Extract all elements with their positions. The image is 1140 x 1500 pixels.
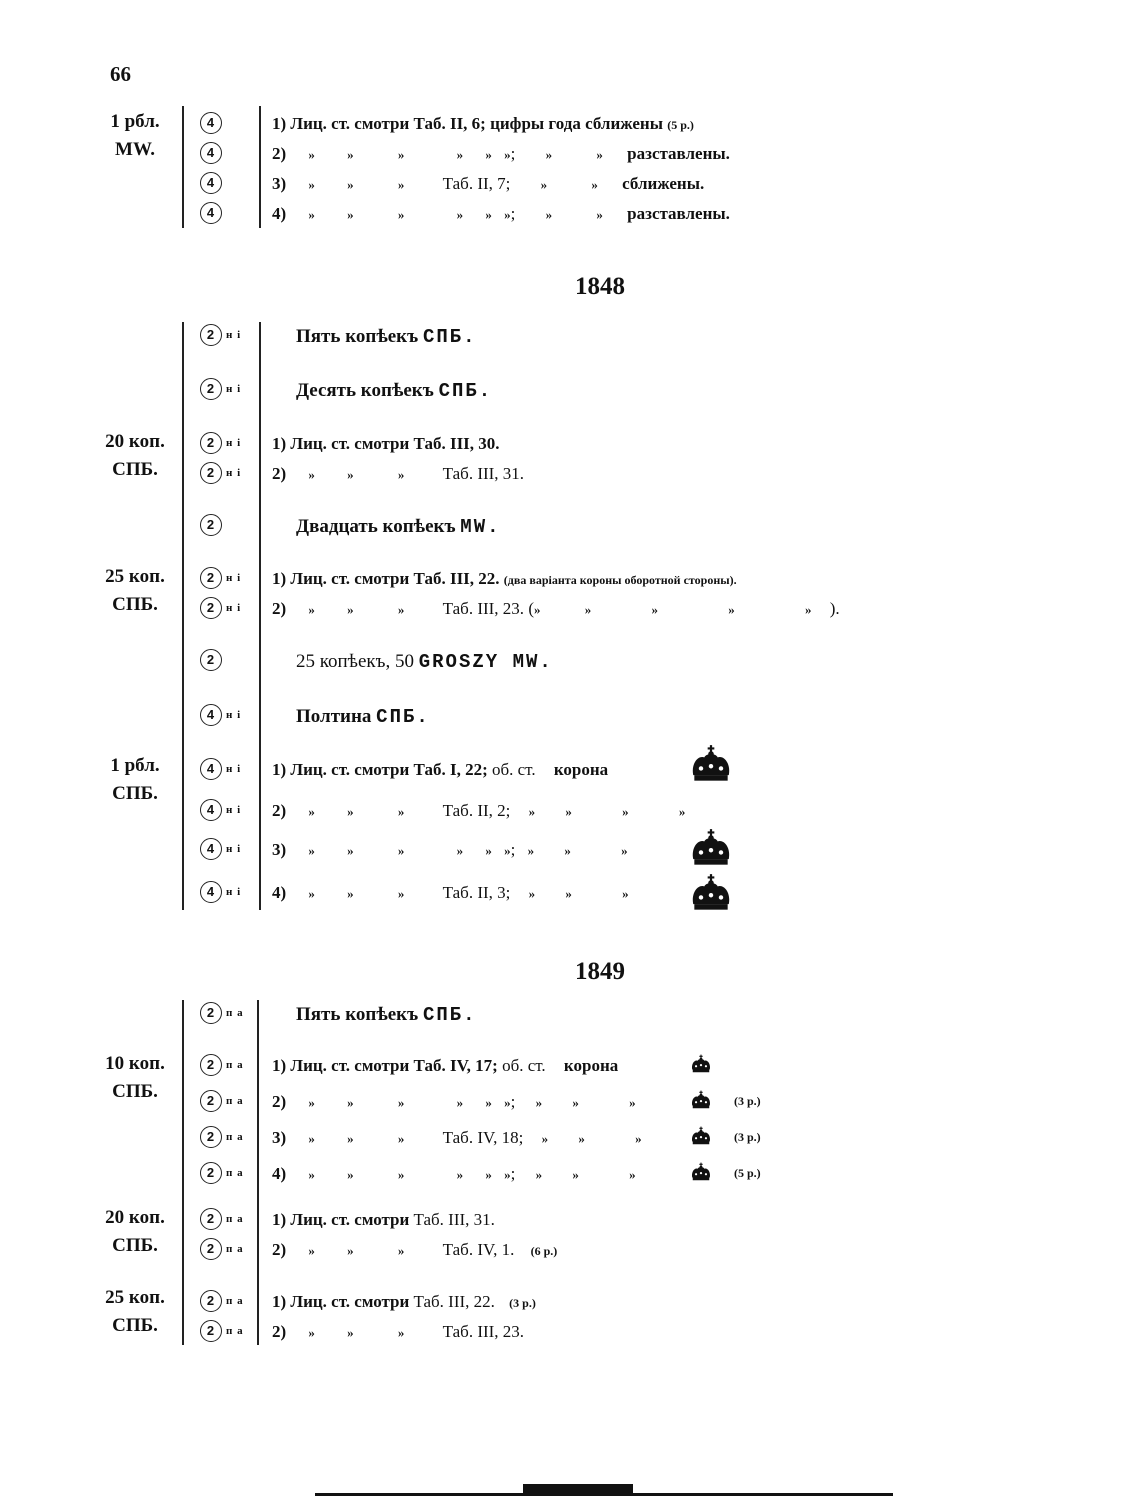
rarity-circle: 2 [200, 1320, 222, 1342]
rarity-circle: 2 [200, 1090, 222, 1112]
rarity-circle: 4 [200, 799, 222, 821]
crown-outline-icon [690, 1162, 712, 1182]
entry-title: 2 Двадцать копѣекъ MW. [0, 512, 1140, 542]
rarity-circle: 2 [200, 567, 222, 589]
entry-title: 2 н і Пять копѣекъ СПБ. [0, 322, 1140, 352]
variant-row: 2 п а 1) Лиц. ст. смотри Таб. III, 31. [0, 1206, 1140, 1236]
crown-outline-icon [690, 1090, 712, 1110]
year-heading-1848: 1848 [575, 273, 625, 300]
variant-row: 2 п а 2) » » » Таб. III, 23. [0, 1318, 1140, 1348]
printer-ornament [523, 1484, 633, 1493]
denomination: 25 коп. СПБ. [105, 1287, 165, 1336]
entry-title: 2 п а Пять копѣекъ СПБ. [0, 1000, 1140, 1030]
variant-row: 2 п а 2) » » » » » »; » » » (3 р.) [0, 1088, 1140, 1118]
entry-title: 2 н і Десять копѣекъ СПБ. [0, 376, 1140, 406]
rarity-circle: 2 [200, 1162, 222, 1184]
rarity-circle: 2 [200, 597, 222, 619]
variant-row: 4 2) » » » » » »; » » разставлены. [0, 140, 1140, 170]
variant-row: 4 3) » » » Таб. II, 7; » » сближены. [0, 170, 1140, 200]
rarity-circle: 2 [200, 324, 222, 346]
variant-row: 2 н і 2) » » » Таб. III, 31. [0, 460, 1140, 490]
rarity-circle: 2 [200, 1208, 222, 1230]
variant-row: 2 п а 4) » » » » » »; » » » (5 р.) [0, 1160, 1140, 1190]
denomination: 20 коп. СПБ. [105, 431, 165, 480]
variant-row: 4 н і 1) Лиц. ст. смотри Таб. I, 22; об. ст. корона [0, 756, 1140, 786]
variant-row: 4 н і 4) » » » Таб. II, 3; » » » [0, 879, 1140, 909]
page-number: 66 [110, 62, 131, 86]
variant-row: 2 п а 3) » » » Таб. IV, 18; » » » (3 р.) [0, 1124, 1140, 1154]
variant-row: 2 н і 1) Лиц. ст. смотри Таб. III, 30. [0, 430, 1140, 460]
rarity-circle: 2 [200, 1290, 222, 1312]
variant-row: 4 4) » » » » » »; » » разставлены. [0, 200, 1140, 230]
imperial-crown-icon [688, 828, 734, 868]
imperial-crown-icon [688, 873, 734, 913]
denomination: 25 коп. СПБ. [105, 566, 165, 615]
rarity-circle: 2 [200, 514, 222, 536]
rarity-circle: 2 [200, 1002, 222, 1024]
denomination: 20 коп. СПБ. [105, 1207, 165, 1256]
rarity-circle: 4 [200, 758, 222, 780]
denomination: 10 коп. СПБ. [105, 1053, 165, 1102]
denomination: 1 рбл. MW. [110, 111, 160, 160]
variant-row: 2 п а 1) Лиц. ст. смотри Таб. III, 22. (3 р.) [0, 1288, 1140, 1318]
variant-row: 4 1) Лиц. ст. смотри Таб. II, 6; цифры года сближены (5 р.) [0, 110, 1140, 140]
variant-row: 4 н і 2) » » » Таб. II, 2; » » » » [0, 797, 1140, 827]
rarity-circle: 2 [200, 432, 222, 454]
rarity-circle: 2 [200, 1238, 222, 1260]
rarity-circle: 4 [200, 202, 222, 224]
rarity-circle: 4 [200, 838, 222, 860]
denomination: 1 рбл. СПБ. [110, 755, 160, 804]
variant-row: 2 п а 2) » » » Таб. IV, 1. (6 р.) [0, 1236, 1140, 1266]
imperial-crown-icon [688, 744, 734, 784]
variant-row: 2 н і 2) » » » Таб. III, 23. (» » » » » ). [0, 595, 1140, 625]
crown-outline-icon [690, 1054, 712, 1074]
rarity-circle: 4 [200, 142, 222, 164]
variant-row: 2 н і 1) Лиц. ст. смотри Таб. III, 22. (два варіанта короны оборотной стороны). [0, 565, 1140, 595]
entry-title: 4 н і Полтина СПБ. [0, 702, 1140, 732]
crown-outline-icon [690, 1126, 712, 1146]
rarity-circle: 2 [200, 1126, 222, 1148]
rarity-circle: 4 [200, 881, 222, 903]
year-heading-1849: 1849 [575, 958, 625, 985]
rarity-circle: 2 [200, 378, 222, 400]
rarity-circle: 4 [200, 704, 222, 726]
rarity-circle: 2 [200, 462, 222, 484]
variant-row: 4 н і 3) » » » » » »; » » » [0, 836, 1140, 866]
entry-title: 2 25 копѣекъ, 50 GROSZY MW. [0, 647, 1140, 677]
rarity-circle: 2 [200, 1054, 222, 1076]
variant-row: 2 п а 1) Лиц. ст. смотри Таб. IV, 17; об. ст. корона [0, 1052, 1140, 1082]
rarity-circle: 4 [200, 172, 222, 194]
rarity-circle: 4 [200, 112, 222, 134]
rarity-circle: 2 [200, 649, 222, 671]
footer-rule [315, 1493, 893, 1496]
